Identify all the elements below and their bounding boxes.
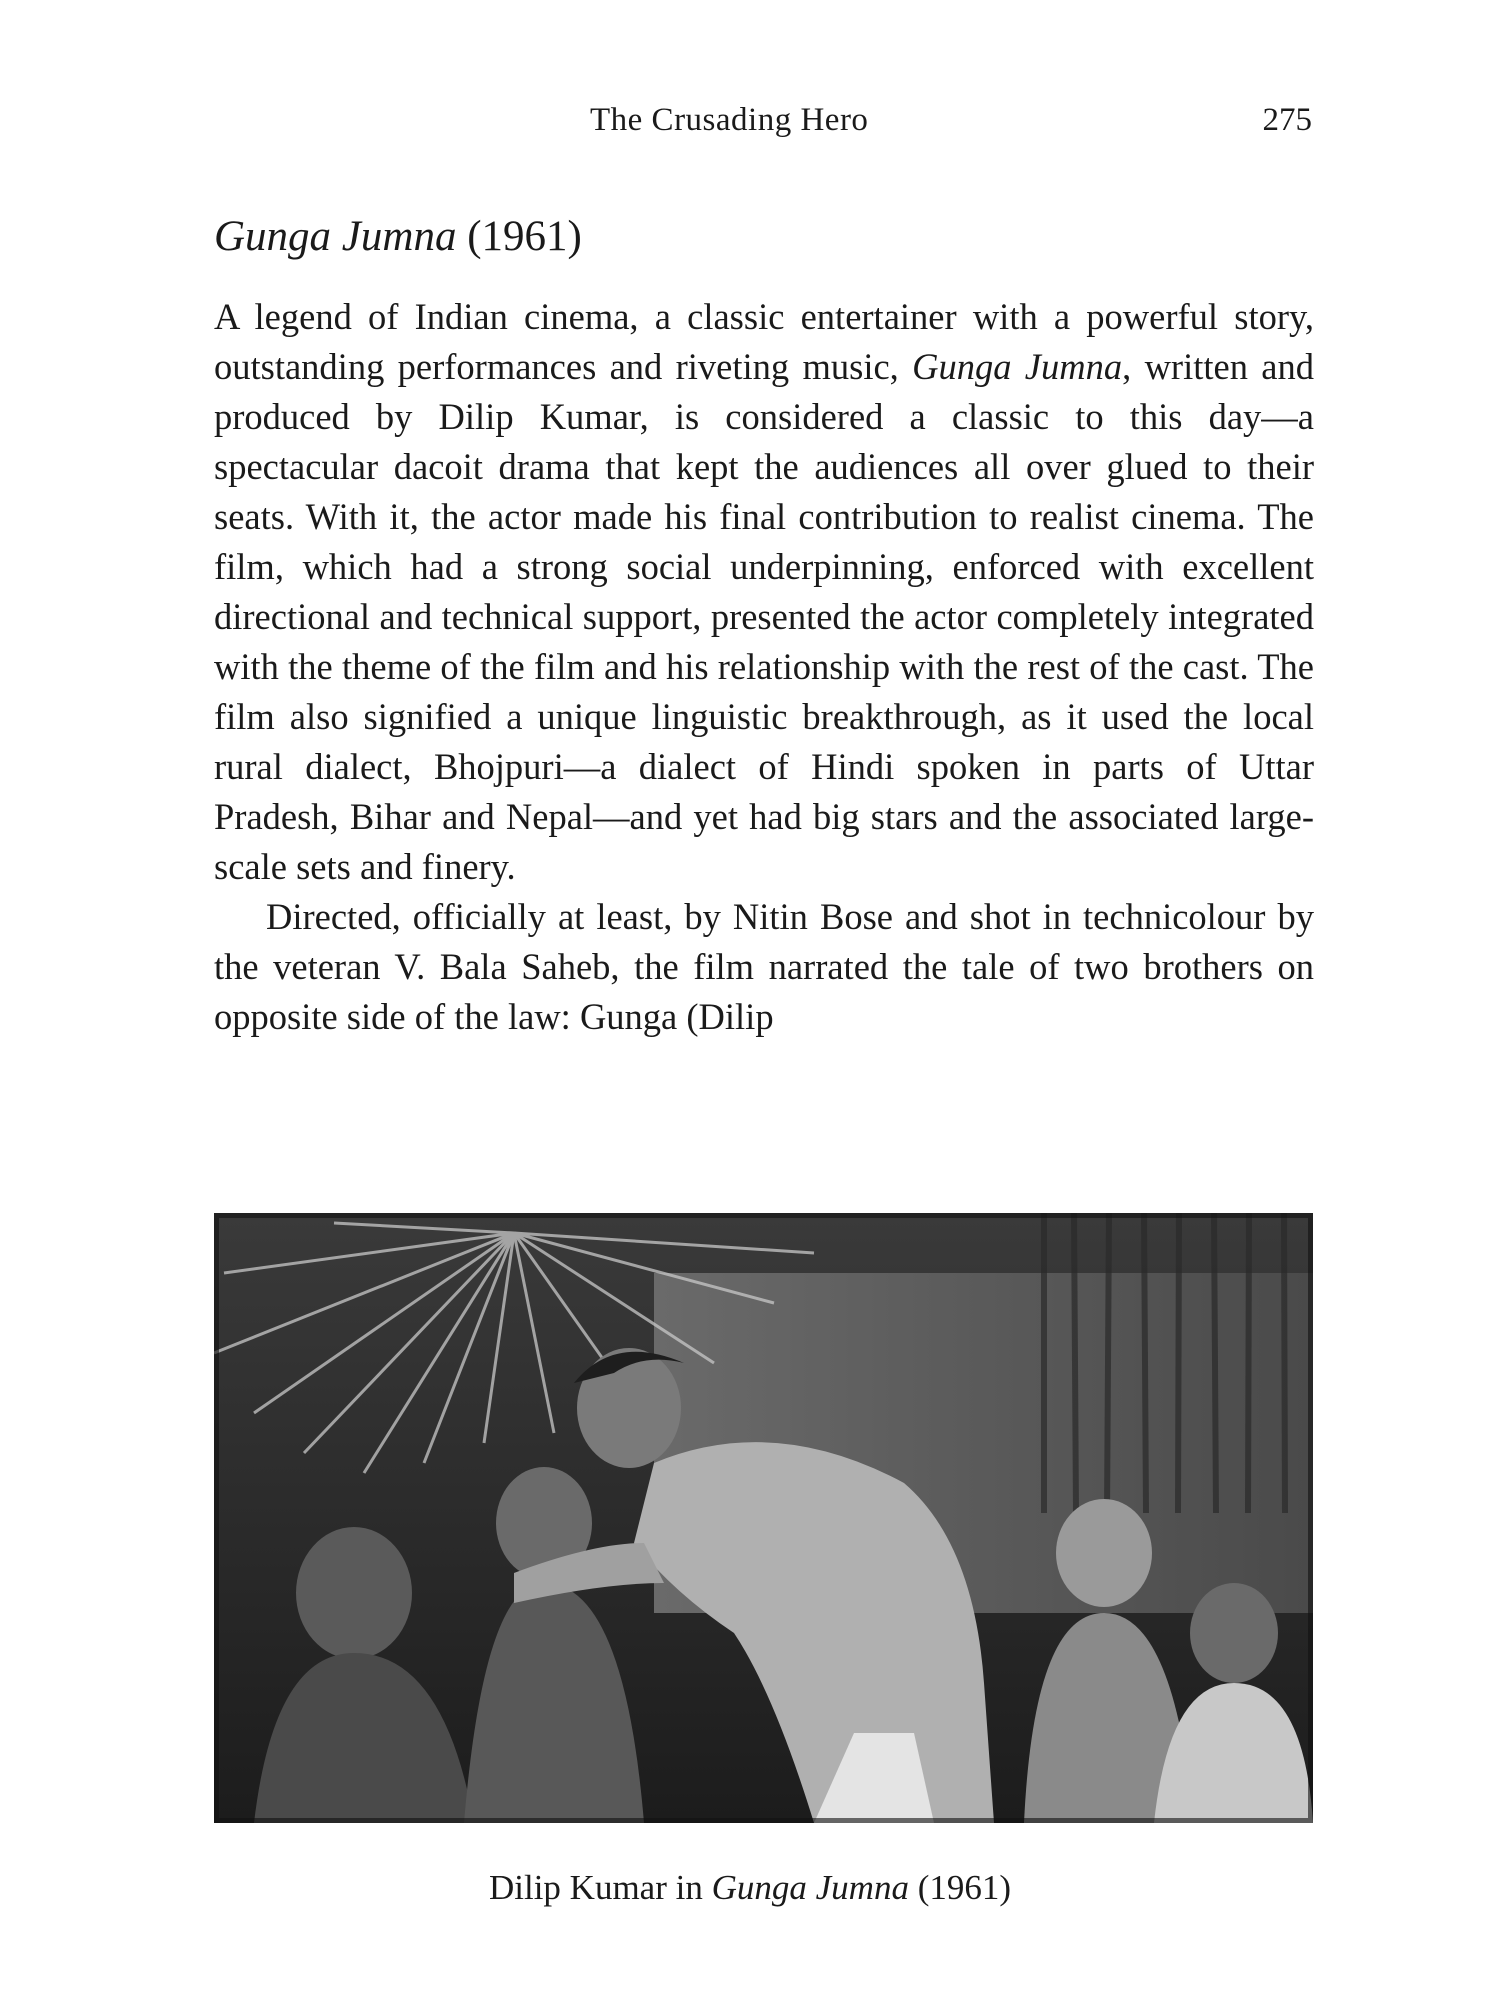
paragraph-2: Directed, officially at least, by Nitin Bose and shot in technicolour by the veteran V. Bala Saheb, the film narrated the tale of two brothers on opposite side of the law: Gunga (Dilip xyxy=(214,896,1314,1037)
caption-prefix: Dilip Kumar in xyxy=(488,1868,712,1907)
paragraph-1 xyxy=(214,292,1314,892)
paragraph-1-part-a: A legend of Indian cinema, a classic entertainer with a powerful story, outstanding performances and riveting music, xyxy=(214,296,1314,387)
caption-year: (1961) xyxy=(908,1868,1012,1907)
film-still-photo xyxy=(214,1213,1313,1823)
body-text xyxy=(214,292,1314,1042)
paragraph-1-film-title: Gunga Jumna xyxy=(912,346,1123,387)
paragraph-1-part-b: , written and produced by Dilip Kumar, is considered a classic to this day—a spectacular dacoit drama that kept the audiences all over glued to their seats. With it, the actor made his final contribution to realist cinema. The film, which had a strong social underpinning, enforced with excellent directional and technical support, presented the actor completely integrated with the theme of the film and his relationship with the rest of the cast. The film also signified a unique linguistic breakthrough, as it used the local rural dialect, Bhojpuri—a dialect of Hindi spoken in parts of Uttar Pradesh, Bihar and Nepal—and yet had big stars and the associated large-scale sets and finery. xyxy=(214,346,1314,887)
section-title xyxy=(214,212,582,261)
section-title-year: (1961) xyxy=(467,213,582,260)
page-number: 275 xyxy=(1262,102,1312,138)
running-head: The Crusading Hero xyxy=(590,102,869,138)
film-still-illustration xyxy=(214,1213,1313,1823)
caption-film-title: Gunga Jumna xyxy=(711,1868,909,1907)
section-title-film: Gunga Jumna xyxy=(214,213,457,260)
figure-caption xyxy=(0,1868,1500,1908)
